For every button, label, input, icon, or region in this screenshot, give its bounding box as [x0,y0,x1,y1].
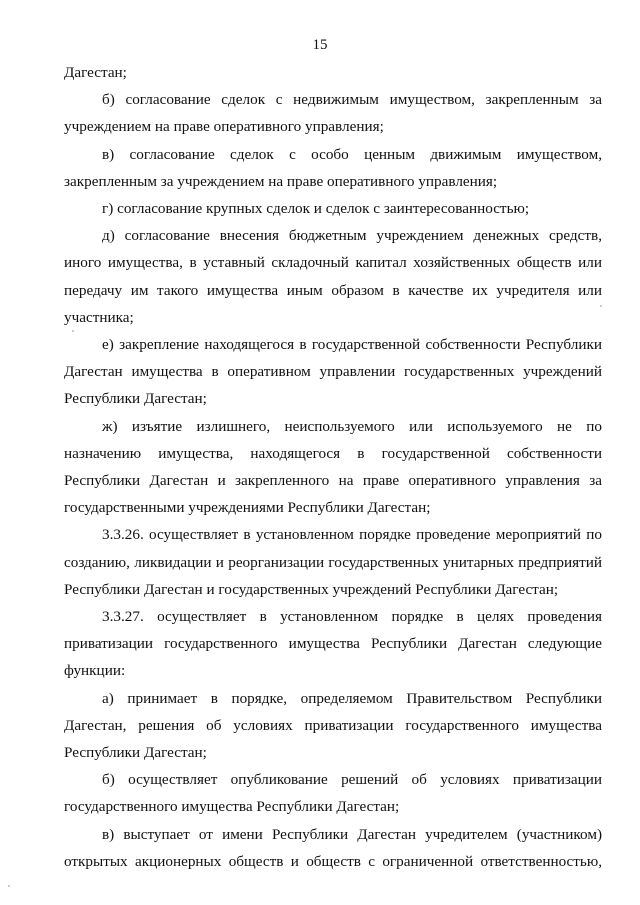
document-body [64,59,602,875]
paragraph-subitem-a: а) принимает в порядке, определяемом Правительством Республики Дагестан, решения об условиях приватизации государственного имущества Республики Дагестан; [64,689,602,762]
paragraph-item-b: б) согласование сделок с недвижимым имуществом, закрепленным за учреждением на праве оперативного управления; [64,91,602,136]
paragraph-item-d: д) согласование внесения бюджетным учреждением денежных средств, иного имущества, в уставный складочный капитал хозяйственных обществ или передачу им такого имущества иным образом в качестве их учредителя или участника; [64,227,602,326]
paragraph-item-zh: ж) изъятие излишнего, неиспользуемого или используемого не по назначению имущества, находящегося в государственной собственности Республики Дагестан и закрепленного на праве оперативного управления за государственными учреждениями Республики Дагестан; [64,417,602,517]
paragraph-3-3-26: 3.3.26. осуществляет в установленном порядке проведение мероприятий по созданию, ликвидации и реорганизации государственных унитарных предприятий Республики Дагестан и государственных учреждений Республики Дагестан; [64,526,602,598]
paragraph-subitem-b: б) осуществляет опубликование решений об условиях приватизации государственного имущества Республики Дагестан; [64,771,602,816]
paragraph-item-g: г) согласование крупных сделок и сделок с заинтересованностью; [102,200,530,218]
scan-speck [72,330,74,332]
scan-speck [8,885,10,887]
paragraph-item-e: е) закрепление находящегося в государственной собственности Республики Дагестан имущества в оперативном управлении государственных учреждений Республики Дагестан; [64,336,602,408]
scan-speck [600,305,602,307]
paragraph-3-3-27: 3.3.27. осуществляет в установленном порядке в целях проведения приватизации государственного имущества Республики Дагестан следующие функции: [64,608,602,680]
paragraph-item-v: в) согласование сделок с особо ценным движимым имуществом, закрепленным за учреждением на праве оперативного управления; [64,145,602,190]
paragraph-subitem-v: в) выступает от имени Республики Дагестан учредителем (участником) открытых акционерных обществ и обществ с ограниченной ответственностью, [64,825,602,870]
page-number: 15 [312,37,328,53]
paragraph-continuation: Дагестан; [64,64,127,81]
